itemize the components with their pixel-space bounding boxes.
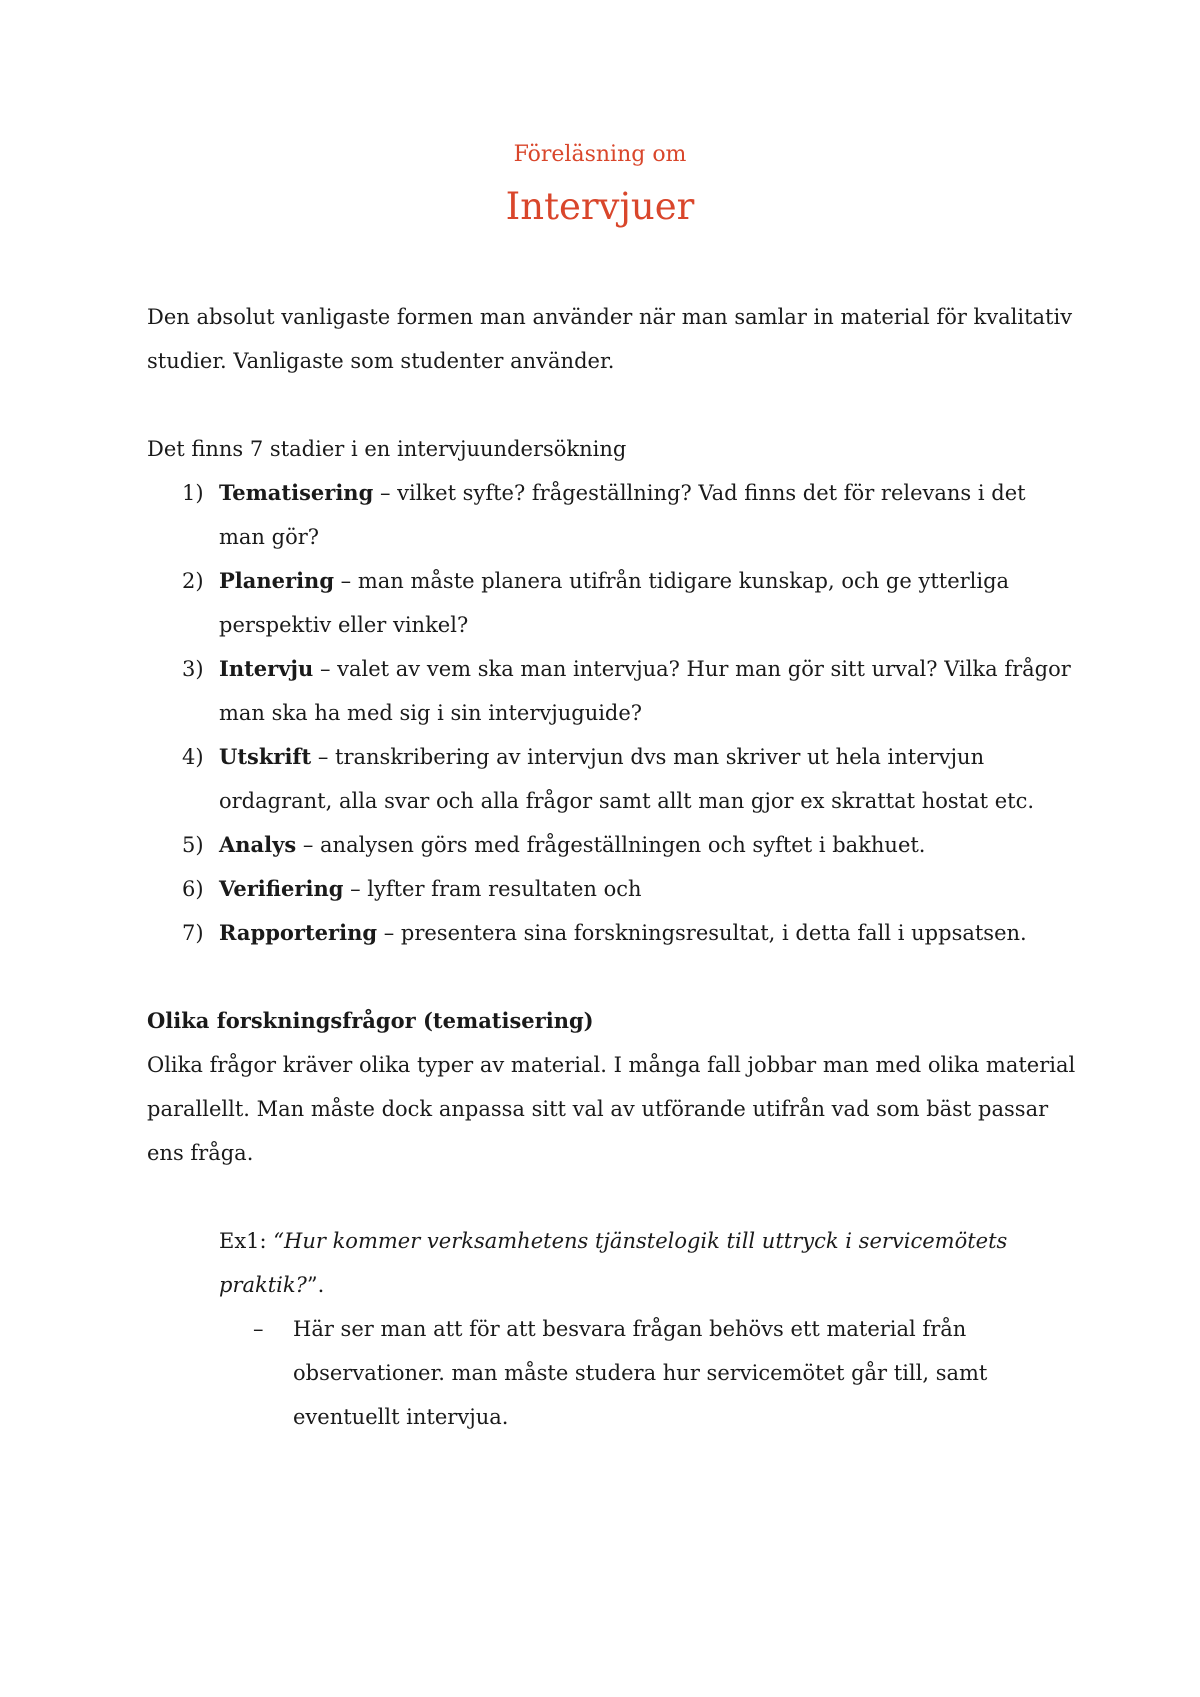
- stage-text: – lyfter fram resultaten och: [343, 877, 642, 901]
- stage-text: – analysen görs med frågeställningen och syftet i bakhuet.: [296, 833, 926, 857]
- stage-term: Verifiering: [219, 876, 344, 901]
- section-paragraph: Olika frågor kräver olika typer av material. I många fall jobbar man med olika material parallellt. Man måste dock anpassa sitt val av utförande utifrån vad som bäst passar ens fråga.: [147, 1053, 1076, 1165]
- document-header: [0, 140, 1200, 230]
- stage-term: Rapportering: [219, 920, 378, 945]
- stages-list: [147, 471, 1077, 955]
- spacer: [147, 383, 1077, 427]
- stages-intro: Det finns 7 stadier i en intervjuundersökning: [147, 437, 627, 461]
- list-item: [147, 559, 1077, 647]
- document-body: [147, 295, 1077, 1439]
- stage-term: Planering: [219, 568, 334, 593]
- list-number: 1): [182, 481, 204, 505]
- stage-text: – vilket syfte? frågeställning? Vad finns det för relevans i det man gör?: [219, 481, 1026, 549]
- stage-text: – transkribering av intervjun dvs man skriver ut hela intervjun ordagrant, alla svar och alla frågor samt allt man gjor ex skrattat hostat etc.: [219, 745, 1035, 813]
- stage-text: – man måste planera utifrån tidigare kunskap, och ge ytterliga perspektiv eller vinkel?: [219, 569, 1010, 637]
- intro-paragraph: Den absolut vanligaste formen man använder när man samlar in material för kvalitativ studier. Vanligaste som studenter använder.: [147, 305, 1073, 373]
- list-number: 5): [182, 833, 204, 857]
- list-item: [253, 1307, 1077, 1439]
- section-heading: Olika forskningsfrågor (tematisering): [147, 1008, 594, 1033]
- list-item: [147, 471, 1077, 559]
- stage-term: Analys: [219, 832, 297, 857]
- spacer: [147, 955, 1077, 999]
- bullet-text: Här ser man att för att besvara frågan behövs ett material från observationer. man måste studera hur servicemötet går till, samt eventuellt intervjua.: [293, 1317, 988, 1429]
- stage-text: – valet av vem ska man intervjua? Hur man gör sitt urval? Vilka frågor man ska ha med sig i sin intervjuguide?: [219, 657, 1071, 725]
- example-paragraph: [147, 1219, 1077, 1307]
- list-number: 4): [182, 745, 204, 769]
- stage-term: Intervju: [219, 656, 314, 681]
- document-subtitle: Föreläsning om: [513, 142, 687, 167]
- example-quote: “Hur kommer verksamhetens tjänstelogik till uttryck i servicemötets praktik?: [219, 1229, 1008, 1297]
- list-number: 6): [182, 877, 204, 901]
- example-end: ”.: [306, 1273, 325, 1297]
- stage-term: Utskrift: [219, 744, 312, 769]
- document-title: Intervjuer: [505, 185, 695, 228]
- list-item: [147, 823, 1077, 867]
- stage-term: Tematisering: [219, 480, 374, 505]
- example-bullets: [147, 1307, 1077, 1439]
- list-number: 2): [182, 569, 204, 593]
- spacer: [147, 1175, 1077, 1219]
- list-item: [147, 911, 1077, 955]
- list-number: 7): [182, 921, 204, 945]
- dash-bullet: –: [253, 1317, 264, 1341]
- list-item: [147, 867, 1077, 911]
- list-number: 3): [182, 657, 204, 681]
- list-item: [147, 735, 1077, 823]
- stage-text: – presentera sina forskningsresultat, i detta fall i uppsatsen.: [377, 921, 1027, 945]
- example-label: Ex1:: [219, 1229, 274, 1253]
- list-item: [147, 647, 1077, 735]
